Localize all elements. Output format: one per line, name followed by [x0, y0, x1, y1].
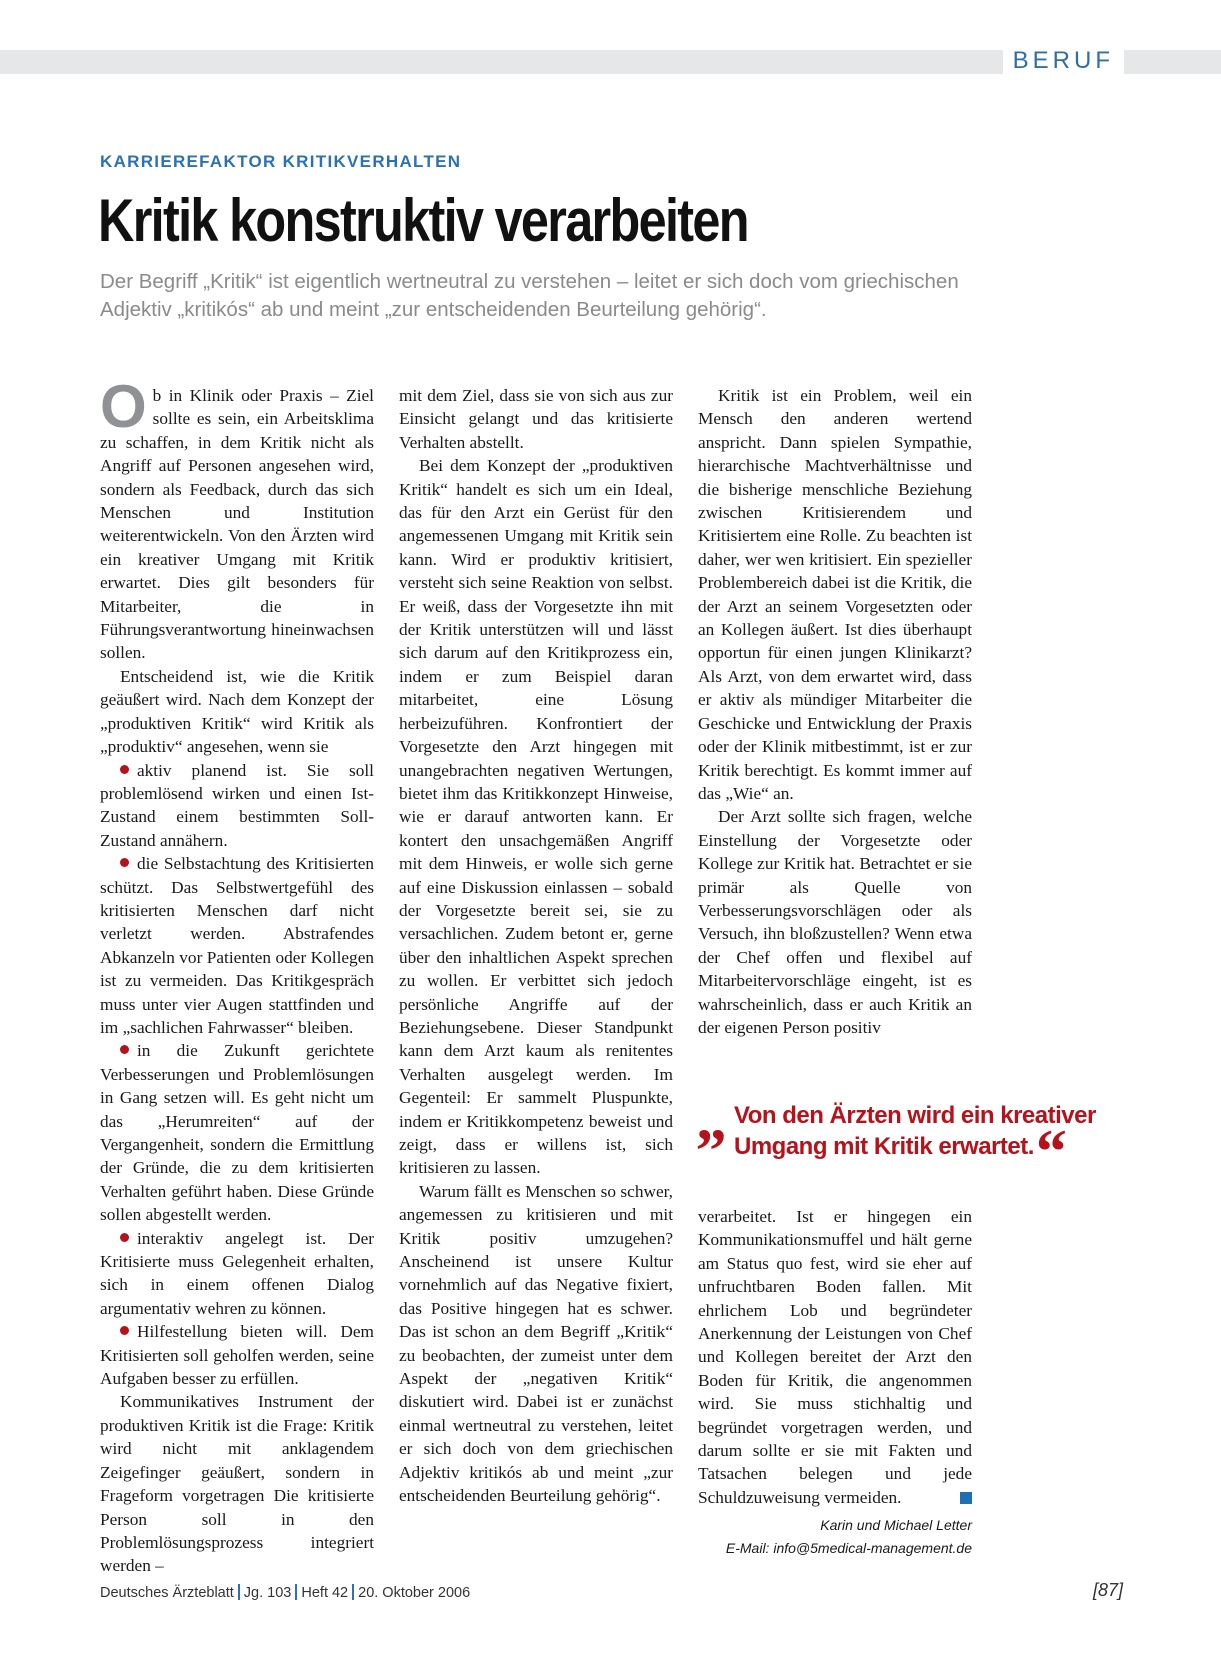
paragraph: Entscheidend ist, wie die Kritik geäußert wird. Nach dem Konzept der „produktiven Kritik“ wird Kritik als „produktiv“ angesehen, wenn sie: [100, 666, 374, 757]
section-label: BERUF: [1003, 46, 1124, 76]
article-title: Kritik konstruktiv verarbeiten: [98, 187, 748, 254]
pull-quote-text: Umgang mit Kritik erwartet.: [734, 1133, 1034, 1160]
author-name: Karin und Michael Letter: [820, 1517, 972, 1533]
bullet-item: [100, 1039, 374, 1226]
volume: Jg. 103: [243, 1585, 292, 1601]
bullet-icon: [120, 765, 129, 774]
end-mark-icon: [960, 1492, 972, 1504]
bullet-item: [100, 759, 374, 853]
footer: [100, 1582, 470, 1604]
paragraph: Der Arzt sollte sich fragen, welche Einstellung der Vorgesetzte oder Kollege zur Kritik hat. Betrachtet er sie primär als Quelle von Verbesserungsvorschlägen oder als Versuch, ihn bloßzustellen? Wenn etwa der Chef offen und flexibel auf Mitarbeitervorschläge eingeht, ist es wahrscheinlich, dass er auch Kritik an der eigenen Person positiv: [698, 807, 972, 1037]
column-1: [100, 373, 374, 1578]
author-block: [698, 1514, 972, 1560]
bullet-icon: [120, 1045, 129, 1054]
pull-quote: [696, 1085, 1138, 1186]
pull-quote-line-1: Von den Ärzten wird ein kreativer: [734, 1102, 1096, 1129]
paragraph: [100, 373, 374, 665]
article-lead: Der Begriff „Kritik“ ist eigentlich wertneutral zu verstehen – leitet er sich doch vom griechischen Adjektiv „kritikós“ ab und meint „zur entscheidenden Beurteilung gehörig“.: [100, 270, 959, 321]
journal-name: Deutsches Ärzteblatt: [100, 1585, 234, 1601]
bullet-text: interaktiv angelegt ist. Der Kritisierte muss Gelegenheit erhalten, sich in einem offenen Dialog argumentativ wehren zu können.: [100, 1228, 374, 1318]
paragraph: mit dem Ziel, dass sie von sich aus zur Einsicht gelangt und das kritisierte Verhalten abstellt.: [399, 386, 673, 452]
bullet-item: [100, 852, 374, 1039]
issue: Heft 42: [301, 1585, 349, 1601]
bullet-icon: [120, 1326, 129, 1335]
bullet-text: Hilfestellung bieten will. Dem Kritisierten soll geholfen werden, seine Aufgaben besser zu erfüllen.: [100, 1322, 374, 1389]
dropcap: O: [100, 373, 147, 440]
paragraph-text: b in Klinik oder Praxis – Ziel sollte es sein, ein Arbeitsklima zu schaffen, in dem Kritik nicht als Angriff auf Personen angesehen wird, sondern als Feedback, durch das sich Menschen und Institution weiterentwickeln. Von den Ärzten wird ein kreativer Umgang mit Kritik erwartet. Dies gilt besonders für Mitarbeiter, die in Führungsverantwortung hineinwachsen sollen.: [100, 386, 374, 663]
bullet-text: die Selbstachtung des Kritisierten schützt. Das Selbstwertgefühl des kritisierten Menschen darf nicht verletzt werden. Abstrafendes Abkanzeln vor Patienten oder Kollegen ist zu vermeiden. Das Kritikgespräch muss unter vier Augen stattfinden und im „sachlichen Fahrwasser“ bleiben.: [100, 854, 374, 1037]
paragraph: Warum fällt es Menschen so schwer, angemessen zu kritisieren und mit Kritik positiv umzugehen? Anscheinend ist unsere Kultur vornehmlich auf das Negative fixiert, das Positive hingegen hat es schwer. Das ist schon an dem Begriff „Kritik“ zu beobachten, der zumeist unter dem Aspekt der „negativen Kritik“ diskutiert wird. Dabei ist er zunächst einmal wertneutral zu verstehen, leitet er sich doch von dem griechischen Adjektiv kritikós ab und meint „zur entscheidenden Beurteilung gehörig“.: [399, 1181, 673, 1506]
separator: [238, 1584, 240, 1600]
bullet-text: in die Zukunft gerichtete Verbesserungen und Problemlösungen in Gang setzen will. Es geht nicht um das „Herumreiten“ auf der Vergangenheit, sondern die Ermittlung der Gründe, die zu dem kritisierten Verhalten geführt haben. Diese Gründe sollen abgestellt werden.: [100, 1041, 374, 1225]
pull-quote-line-2: [698, 1118, 1138, 1186]
bullet-item: [100, 1227, 374, 1321]
close-quote-icon: “: [1035, 1118, 1067, 1186]
paragraph: Kritik ist ein Problem, weil ein Mensch den anderen wertend anspricht. Dann spielen Sympathie, hierarchische Machtverhältnisse und die bisherige menschliche Beziehung zwischen Kritisierendem und Kritisiertem eine Rolle. Zu beachten ist daher, wer wen kritisiert. Ein spezieller Problembereich dabei ist die Kritik, die der Arzt an seinem Vorgesetzten oder an Kollegen äußert. Ist dies überhaupt opportun für einen jungen Klinikarzt? Als Arzt, von dem erwartet wird, dass er aktiv als mündiger Mitarbeiter die Geschicke und Entwicklung der Praxis oder der Klinik mitbestimmt, ist er zur Kritik berechtigt. Es kommt immer auf das „Wie“ an.: [698, 386, 972, 803]
kicker: KARRIEREFAKTOR KRITIKVERHALTEN: [100, 152, 462, 171]
bullet-text: aktiv planend ist. Sie soll problemlösend wirken und einen Ist-Zustand einem bestimmten Soll-Zustand annähern.: [100, 760, 374, 850]
bullet-icon: [120, 858, 129, 867]
bullet-icon: [120, 1233, 129, 1242]
separator: [295, 1584, 297, 1600]
issue-date: 20. Oktober 2006: [358, 1585, 471, 1601]
author-email: E-Mail: info@5medical-management.de: [725, 1540, 972, 1556]
column-3-continued: [698, 1205, 972, 1509]
separator: [352, 1584, 354, 1600]
page-number: [87]: [1092, 1580, 1123, 1600]
bullet-item: [100, 1320, 374, 1390]
paragraph: [698, 1205, 972, 1509]
paragraph-text: verarbeitet. Ist er hingegen ein Kommunikationsmuffel und hält gerne am Status quo fest, wird sie eher auf unfruchtbaren Boden fallen. Mit ehrlichem Lob und begründeter Anerkennung der Leistungen von Chef und Kollegen bereitet der Arzt den Boden für Kritik, die angenommen wird. Sie muss stichhaltig und begründet vorgetragen werden, und darum sollte er sie mit Fakten und Tatsachen belegen und jede Schuldzuweisung vermeiden.: [698, 1207, 972, 1507]
column-2: [399, 384, 673, 1508]
paragraph: Kommunikatives Instrument der produktiven Kritik ist die Frage: Kritik wird nicht mit anklagendem Zeigefinger geäußert, sondern in Frageform vorgetragen Die kritisierte Person soll in den Problemlösungsprozess integriert werden –: [100, 1392, 374, 1576]
open-quote-icon: „: [696, 1085, 727, 1153]
paragraph: Bei dem Konzept der „produktiven Kritik“ handelt es sich um ein Ideal, das für den Arzt ein Gerüst für den angemessenen Umgang mit Kritik sein kann. Wird er produktiv kritisiert, versteht sich seine Reaktion von selbst. Er weiß, dass der Vorgesetzte ihn mit der Kritik unterstützen will und lässt sich darum auf den Kritikprozess ein, indem er zum Beispiel daran mitarbeitet, eine Lösung herbeizuführen. Konfrontiert der Vorgesetzte den Arzt hingegen mit unangebrachten negativen Wertungen, bietet ihm das Kritikkonzept Hinweise, wie er darauf antworten kann. Er kontert den unsachgemäßen Angriff mit dem Hinweis, er wolle sich gerne auf eine Diskussion einlassen – sobald der Vorgesetzte bereit sei, sie zu versachlichen. Zudem betont er, gerne über den inhaltlichen Aspekt sprechen zu wollen. Er verbittet sich jedoch persönliche Angriffe auf der Beziehungsebene. Dieser Standpunkt kann dem Arzt kaum als renitentes Verhalten ausgelegt werden. Im Gegenteil: Er sammelt Pluspunkte, indem er Kritikkompetenz beweist und zeigt, dass er willens ist, sich kritisieren zu lassen.: [399, 456, 673, 1178]
column-3: [698, 384, 972, 1039]
